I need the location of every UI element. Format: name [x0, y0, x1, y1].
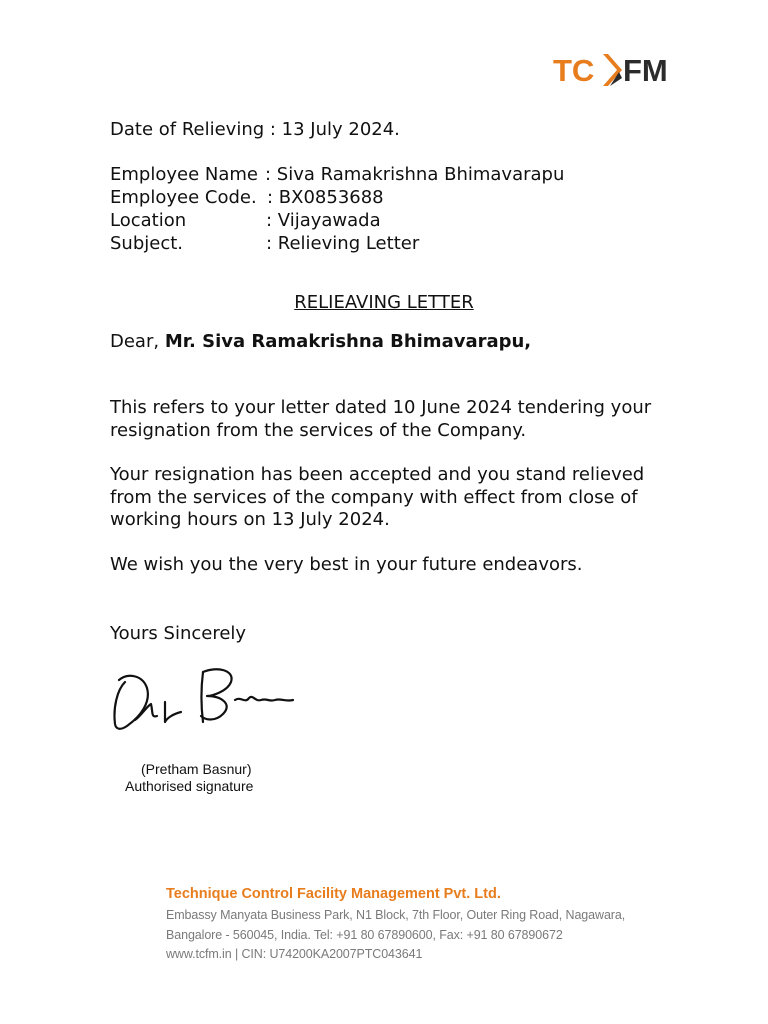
paragraph-reference [110, 397, 651, 442]
detail-value: : Relieving Letter [266, 233, 420, 254]
footer-address-line-2: Bangalore - 560045, India. Tel: +91 80 67890600, Fax: +91 80 67890672 [166, 928, 563, 942]
paragraph-line: working hours on 13 July 2024. [110, 509, 390, 530]
handwritten-signature [107, 660, 307, 736]
footer-address-line-1: Embassy Manyata Business Park, N1 Block, 7th Floor, Outer Ring Road, Nagawara, [166, 908, 626, 922]
detail-label: Employee Name [110, 164, 258, 185]
signatory-name: (Pretham Basnur) [141, 761, 252, 777]
letter-title: RELIEAVING LETTER [294, 292, 474, 313]
detail-value: : Siva Ramakrishna Bhimavarapu [265, 164, 565, 185]
paragraph-line: from the services of the company with effect from close of [110, 486, 638, 508]
logo-chevron-icon [603, 54, 622, 86]
paragraph-wishes: We wish you the very best in your future endeavors. [110, 554, 583, 575]
footer-company-name: Technique Control Facility Management Pvt. Ltd. [166, 886, 501, 902]
salutation [110, 330, 531, 353]
paragraph-line: resignation from the services of the Company. [110, 419, 527, 441]
tcfm-logo-graphic [553, 48, 685, 92]
footer-address-line-3: www.tcfm.in | CIN: U74200KA2007PTC043641 [166, 947, 423, 961]
detail-label: Employee Code. [110, 187, 257, 208]
detail-label: Subject. [110, 233, 184, 254]
logo-text-tc: TC [553, 53, 595, 88]
salutation-prefix: Dear, [110, 331, 165, 352]
detail-value: : BX0853688 [267, 187, 384, 208]
paragraph-line: This refers to your letter dated 10 June 2024 tendering your [110, 397, 652, 418]
salutation-name: Mr. Siva Ramakrishna Bhimavarapu, [164, 331, 532, 352]
signatory-role: Authorised signature [125, 778, 254, 794]
closing: Yours Sincerely [110, 623, 247, 644]
detail-value: : Vijayawada [266, 210, 381, 231]
paragraph-acceptance [110, 464, 644, 532]
tcfm-logo [553, 48, 685, 92]
logo-text-fm: FM [623, 53, 668, 88]
detail-label: Location [110, 210, 187, 231]
paragraph-line: Your resignation has been accepted and you stand relieved [110, 464, 645, 485]
relieving-date: Date of Relieving : 13 July 2024. [110, 119, 400, 140]
